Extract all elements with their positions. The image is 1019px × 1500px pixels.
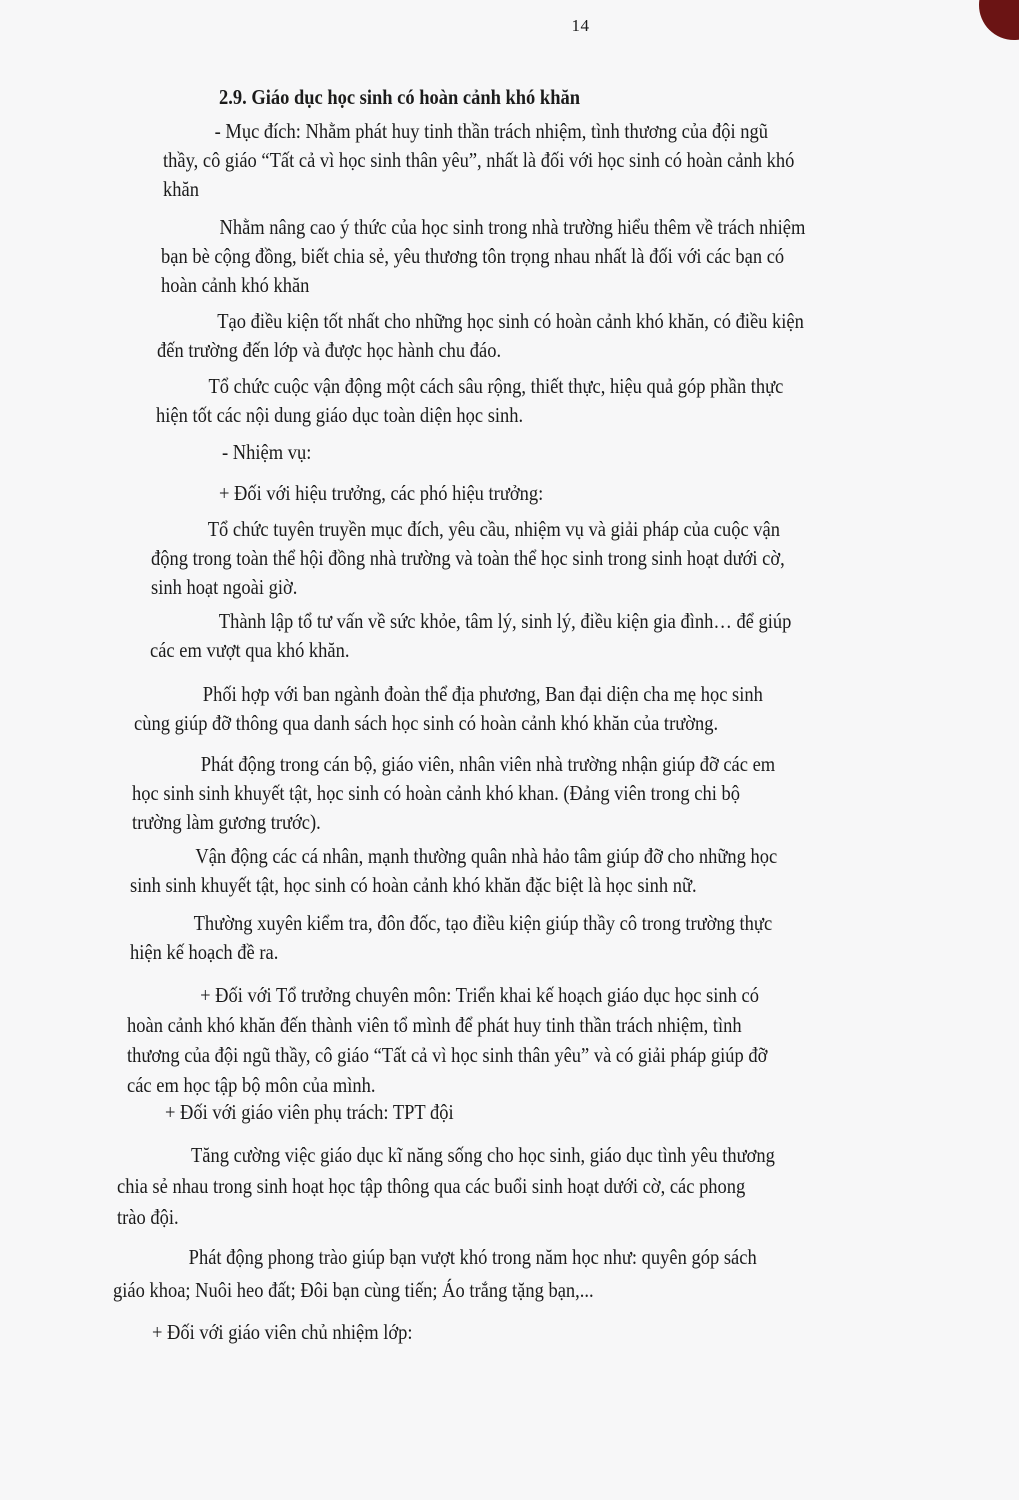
text-line: khăn bbox=[163, 177, 199, 201]
paragraph-principal-label bbox=[219, 479, 919, 508]
text-line: hoàn cảnh khó khăn đến thành viên tổ mình để phát huy tinh thần trách nhiệm, tình bbox=[127, 1013, 742, 1037]
paragraph-awareness bbox=[161, 213, 1001, 300]
text-line: hiện tốt các nội dung giáo dục toàn diện học sinh. bbox=[156, 403, 524, 427]
paragraph-sponsors bbox=[130, 842, 995, 900]
paragraph-campaign bbox=[156, 372, 996, 430]
text-line: Phát động trong cán bộ, giáo viên, nhân viên nhà trường nhận giúp đỡ các em bbox=[200, 752, 776, 776]
text-line: chia sẻ nhau trong sinh hoạt học tập thông qua các buổi sinh hoạt dưới cờ, các phong bbox=[117, 1174, 746, 1198]
text-line: Tổ chức tuyên truyền mục đích, yêu cầu, nhiệm vụ và giải pháp của cuộc vận bbox=[207, 517, 780, 541]
text-line: hiện kế hoạch đề ra. bbox=[130, 940, 279, 964]
text-line: - Mục đích: Nhằm phát huy tinh thần trách nhiệm, tình thương của đội ngũ bbox=[214, 119, 768, 143]
text-line: + Đối với giáo viên phụ trách: TPT đội bbox=[165, 1100, 454, 1124]
paragraph-homeroom-label bbox=[152, 1318, 852, 1347]
text-line: + Đối với giáo viên chủ nhiệm lớp: bbox=[152, 1320, 413, 1344]
text-line: bạn bè cộng đồng, biết chia sẻ, yêu thương tôn trọng nhau nhất là đối với các bạn có bbox=[161, 244, 785, 268]
text-line: Nhằm nâng cao ý thức của học sinh trong nhà trường hiểu thêm về trách nhiệm bbox=[219, 215, 806, 239]
page-number: 14 bbox=[571, 16, 590, 35]
text-line: thầy, cô giáo “Tất cả vì học sinh thân yêu”, nhất là đối với học sinh có hoàn cảnh khó bbox=[163, 148, 795, 172]
text-line: - Nhiệm vụ: bbox=[222, 440, 312, 464]
paragraph-counseling bbox=[150, 607, 1000, 665]
text-line: cùng giúp đỡ thông qua danh sách học sinh có hoàn cảnh khó khăn của trường. bbox=[134, 711, 719, 735]
paragraph-team-leader bbox=[127, 980, 997, 1100]
text-line: học sinh sinh khuyết tật, học sinh có hoàn cảnh khó khan. (Đảng viên trong chi bộ bbox=[132, 781, 741, 805]
text-line: Thường xuyên kiểm tra, đôn đốc, tạo điều kiện giúp thầy cô trong trường thực bbox=[193, 911, 773, 935]
section-heading: 2.9. Giáo dục học sinh có hoàn cảnh khó khăn bbox=[219, 85, 580, 109]
text-line: trào đội. bbox=[117, 1205, 179, 1229]
paragraph-inspection bbox=[130, 909, 995, 967]
text-line: Tăng cường việc giáo dục kĩ năng sống cho học sinh, giáo dục tình yêu thương bbox=[190, 1143, 775, 1167]
text-line: các em vượt qua khó khăn. bbox=[150, 638, 350, 662]
paragraph-conditions bbox=[157, 307, 997, 365]
text-line: thương của đội ngũ thầy, cô giáo “Tất cả vì học sinh thân yêu” và có giải pháp giúp đỡ bbox=[127, 1043, 768, 1067]
text-line: + Đối với Tổ trưởng chuyên môn: Triển khai kế hoạch giáo dục học sinh có bbox=[200, 983, 759, 1007]
paragraph-duties-label bbox=[222, 438, 822, 467]
paragraph-purpose bbox=[163, 117, 1003, 204]
text-line: các em học tập bộ môn của mình. bbox=[127, 1073, 376, 1097]
paragraph-propaganda bbox=[151, 515, 1001, 602]
text-line: hoàn cảnh khó khăn bbox=[161, 273, 310, 297]
text-line: Phát động phong trào giúp bạn vượt khó trong năm học như: quyên góp sách bbox=[188, 1245, 757, 1269]
text-line: Tạo điều kiện tốt nhất cho những học sinh có hoàn cảnh khó khăn, có điều kiện bbox=[217, 309, 804, 333]
text-line: Vận động các cá nhân, mạnh thường quân nhà hảo tâm giúp đỡ cho những học bbox=[195, 844, 778, 868]
paragraph-movement bbox=[113, 1241, 993, 1307]
text-line: sinh hoạt ngoài giờ. bbox=[151, 575, 298, 599]
text-line: sinh sinh khuyết tật, học sinh có hoàn cảnh khó khăn đặc biệt là học sinh nữ. bbox=[130, 873, 697, 897]
paragraph-life-skills bbox=[117, 1140, 997, 1233]
text-line: trường làm gương trước). bbox=[132, 810, 321, 834]
text-line: + Đối với hiệu trưởng, các phó hiệu trưởng: bbox=[219, 481, 544, 505]
text-line: đến trường đến lớp và được học hành chu đáo. bbox=[157, 338, 502, 362]
text-line: động trong toàn thể hội đồng nhà trường và toàn thể học sinh trong sinh hoạt dưới cờ, bbox=[151, 546, 785, 570]
paragraph-coordination bbox=[134, 680, 999, 738]
paragraph-staff-support bbox=[132, 750, 997, 837]
text-line: Phối hợp với ban ngành đoàn thể địa phương, Ban đại diện cha mẹ học sinh bbox=[202, 682, 763, 706]
paragraph-tpt-label bbox=[165, 1098, 865, 1127]
text-line: Tổ chức cuộc vận động một cách sâu rộng, thiết thực, hiệu quả góp phần thực bbox=[208, 374, 784, 398]
text-line: giáo khoa; Nuôi heo đất; Đôi bạn cùng tiến; Áo trắng tặng bạn,... bbox=[113, 1278, 594, 1302]
text-line: Thành lập tổ tư vấn về sức khỏe, tâm lý, sinh lý, điều kiện gia đình… để giúp bbox=[218, 609, 792, 633]
